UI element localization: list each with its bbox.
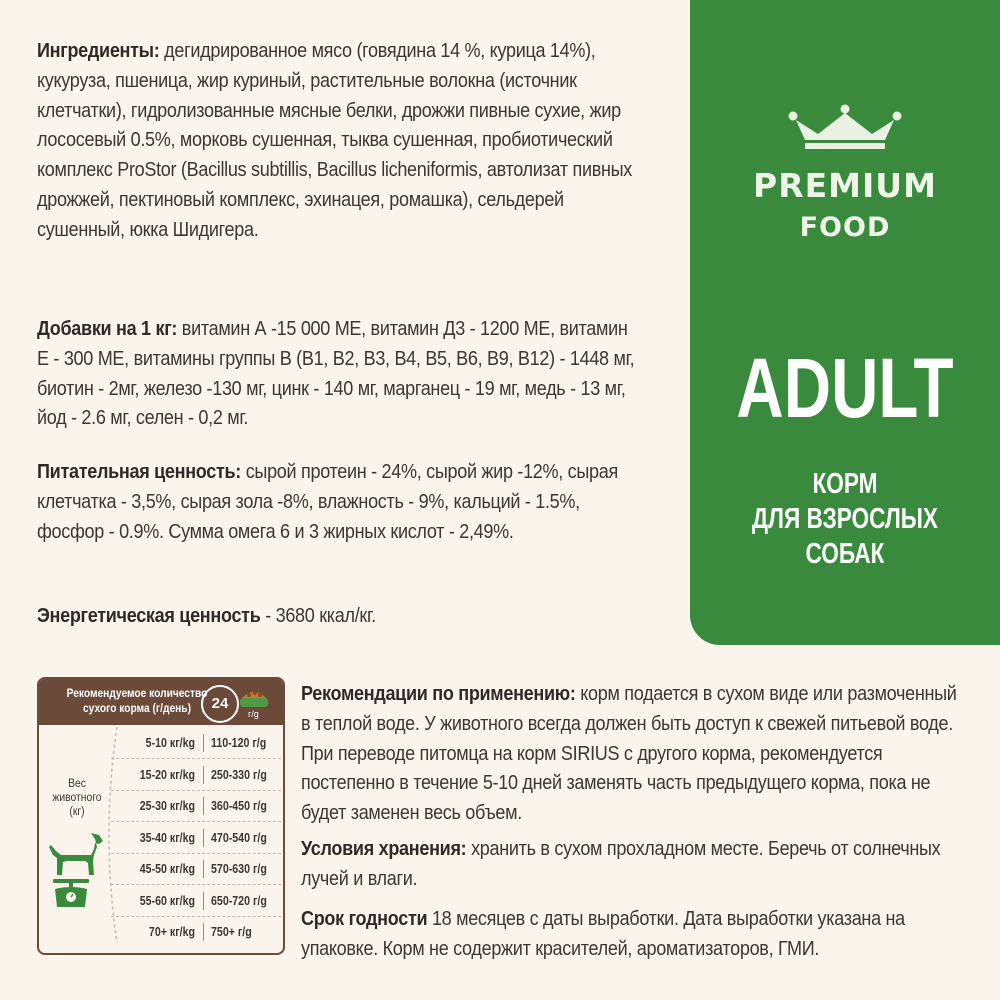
feeding-row-separator — [203, 829, 204, 847]
feeding-row-amount: 250-330 г/g — [211, 767, 267, 782]
nutrition-text: сырой протеин - 24%, сырой жир -12%, сырая клетчатка - 3,5%, сырая зола -8%, влажность - 9%, кальций - 1.5%, фосфор - 0.9%. Сумма омега 6 и 3 жирных кислот - 2,49%. — [37, 460, 618, 543]
weight-label: Вес животного (кг) — [52, 778, 102, 818]
feeding-row-divider — [111, 853, 281, 854]
feeding-row — [111, 761, 281, 789]
feeding-row-weight: 15-20 кг/kg — [139, 767, 195, 782]
additives-label: Добавки на 1 кг: — [37, 317, 178, 340]
ingredients-text: дегидрированное мясо (говядина 14 %, курица 14%), кукуруза, пшеница, жир куриный, растительные волокна (источник клетчатки), гидролизованные мясные белки, дрожжи пивные сухие, жир лососевый 0.5%, морковь сушенная, тыква сушенная, пробиотический комплекс ProStor (Bacillus subtillis, Bacillus licheniformis, автолизат пивных дрожжей, пектиновый комплекс, эхинацея, ромашка), сельдерей сушенный, юкка Шидигера. — [37, 39, 633, 241]
shelf-life-label: Срок годности — [301, 907, 428, 930]
feeding-row-amount: 750+ г/g — [211, 925, 252, 939]
feeding-row-separator — [203, 734, 204, 752]
feeding-row-weight: 70+ кг/kg — [148, 925, 195, 939]
nutrition-block — [37, 457, 635, 546]
scale-icon — [51, 879, 91, 909]
feeding-row-divider — [111, 916, 281, 917]
feeding-row-separator — [203, 766, 204, 784]
shelf-life-block — [301, 904, 957, 964]
adult-label: ADULT — [736, 341, 954, 435]
hours-badge: 24 — [201, 685, 239, 723]
feeding-row-separator — [203, 797, 204, 815]
storage-block — [301, 834, 957, 894]
feeding-row-divider — [111, 821, 281, 822]
feeding-row-separator — [203, 860, 204, 878]
feeding-row — [111, 855, 281, 883]
feeding-row-weight: 5-10 кг/kg — [145, 736, 195, 750]
feeding-row-amount: 110-120 г/g — [211, 736, 267, 750]
dog-icon — [47, 831, 107, 877]
feeding-table — [37, 677, 285, 955]
storage-text: хранить в сухом прохладном месте. Беречь от солнечных лучей и влаги. — [301, 837, 941, 890]
feeding-row-weight: 45-50 кг/kg — [139, 862, 195, 876]
feeding-row-weight: 25-30 кг/kg — [139, 799, 195, 813]
feeding-row-amount: 570-630 г/g — [211, 862, 267, 876]
feeding-row — [111, 729, 281, 757]
subtitle-line-1: КОРМ — [812, 468, 878, 500]
energy-block — [37, 601, 635, 631]
usage-label: Рекомендации по применению: — [301, 682, 576, 705]
feeding-row-divider — [111, 790, 281, 791]
additives-text: витамин А -15 000 МЕ, витамин Д3 - 1200 МЕ, витамин Е - 300 МЕ, витамины группы В (В1, В2, В3, В4, В5, В6, В9, В12) - 1448 мг, биотин - 2мг, железо -130 мг, цинк - 140 мг, марганец - 19 мг, медь - 13 мг, йод - 2.6 мг, селен - 0,2 мг. — [37, 317, 635, 430]
feeding-row-weight: 55-60 кг/kg — [139, 893, 195, 908]
ingredients-block — [37, 36, 635, 245]
shelf-life-text: 18 месяцев с даты выработки. Дата выработки указана на упаковке. Корм не содержит красителей, ароматизаторов, ГМИ. — [301, 907, 905, 960]
feeding-row-divider — [111, 758, 281, 759]
subtitle-line-3: СОБАК — [805, 538, 885, 570]
energy-label: Энергетическая ценность — [37, 604, 261, 627]
feeding-row-separator — [203, 892, 204, 910]
ingredients-label: Ингредиенты: — [37, 39, 160, 62]
additives-block — [37, 314, 635, 433]
bowl-unit: г/g — [248, 709, 259, 719]
usage-text: корм подается в сухом виде или размоченный в теплой воде. У животного всегда должен быть доступ к свежей питьевой воде. При переводе питомца на корм SIRIUS с другого корма, рекомендуется постепенно в течение 5-10 дней заменять часть предыдущего корма, пока не будет заменен весь объем. — [301, 682, 957, 825]
crown-icon — [788, 104, 902, 150]
feeding-row — [111, 824, 281, 852]
premium-label: PREMIUM — [753, 166, 937, 205]
storage-label: Условия хранения: — [301, 837, 467, 860]
feeding-row — [111, 918, 281, 946]
feeding-row-amount: 650-720 г/g — [211, 893, 267, 908]
feeding-row — [111, 887, 281, 915]
food-label: FOOD — [799, 212, 891, 243]
nutrition-label: Питательная ценность: — [37, 460, 242, 483]
feeding-row-divider — [111, 884, 281, 885]
feeding-row — [111, 792, 281, 820]
feeding-table-header — [39, 679, 283, 725]
energy-text: - 3680 ккал/кг. — [260, 604, 376, 627]
feeding-row-amount: 360-450 г/g — [211, 799, 267, 813]
feeding-row-weight: 35-40 кг/kg — [139, 830, 195, 845]
subtitle-line-2: ДЛЯ ВЗРОСЛЫХ — [751, 503, 939, 535]
feeding-table-title: Рекомендуемое количество сухого корма (г/день) — [66, 686, 208, 715]
feeding-row-amount: 470-540 г/g — [211, 830, 267, 845]
usage-block — [301, 679, 957, 828]
adult-badge-panel — [690, 0, 1000, 645]
bowl-icon — [239, 689, 269, 709]
feeding-row-separator — [203, 923, 204, 941]
